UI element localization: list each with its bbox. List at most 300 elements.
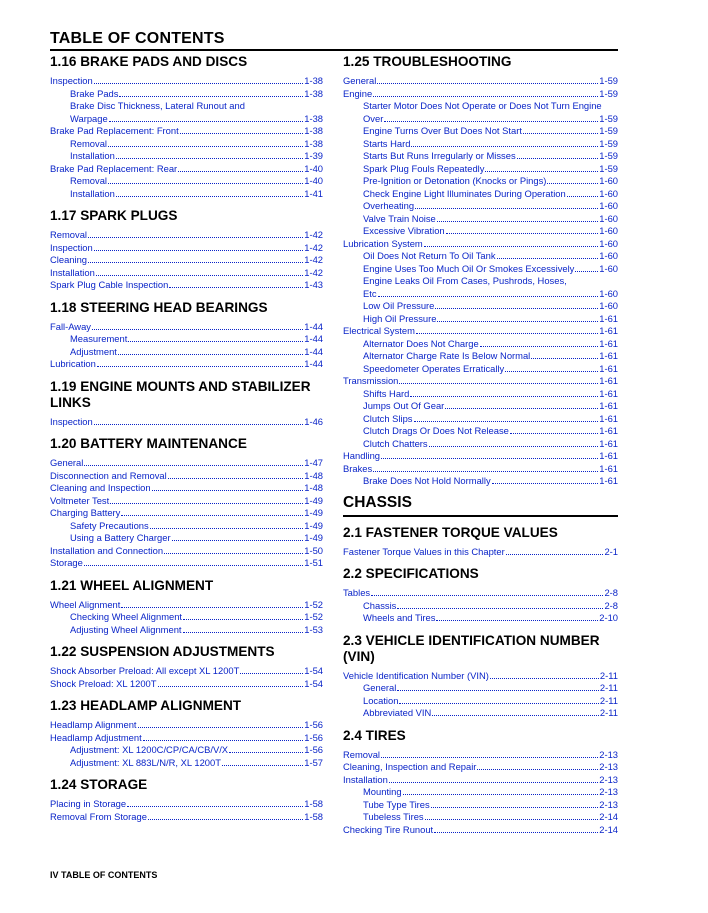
- toc-page-number: 1-56: [304, 744, 323, 755]
- toc-page-number: 1-61: [599, 437, 618, 449]
- dot-leader: [92, 329, 303, 330]
- toc-entry-link[interactable]: [343, 811, 618, 824]
- toc-entry-text: Location: [363, 694, 399, 706]
- toc-entry-link[interactable]: [343, 375, 618, 388]
- toc-entry-link[interactable]: [50, 229, 323, 242]
- dot-leader: [180, 133, 304, 134]
- toc-entry-text: Clutch Slips: [363, 412, 413, 424]
- toc-entry-text: Brake Disc Thickness, Lateral Runout and: [70, 100, 245, 111]
- toc-entry-link[interactable]: [343, 786, 618, 799]
- toc-entry-link[interactable]: [343, 225, 618, 238]
- toc-page-number: 1-47: [304, 457, 323, 468]
- toc-entry-text: Inspection: [50, 75, 93, 86]
- dot-leader: [118, 354, 303, 355]
- toc-section: [343, 54, 618, 488]
- toc-page-number: 1-60: [599, 262, 618, 274]
- toc-entry-text: Excessive Vibration: [363, 225, 445, 236]
- toc-entry-text: Shock Preload: XL 1200T: [50, 677, 157, 689]
- part-rule: [343, 515, 618, 517]
- dot-leader: [446, 233, 599, 234]
- toc-page-number: 1-54: [304, 665, 323, 676]
- section-heading: 1.22 SUSPENSION ADJUSTMENTS: [50, 644, 275, 659]
- dot-leader: [480, 346, 599, 347]
- toc-entry-text: General: [343, 75, 377, 86]
- toc-page-number: 1-50: [304, 544, 323, 556]
- toc-entry-link[interactable]: [50, 279, 323, 292]
- toc-entry-link[interactable]: [343, 438, 618, 451]
- toc-entry-link[interactable]: [343, 695, 618, 708]
- dot-leader: [84, 465, 303, 466]
- dot-leader: [397, 608, 603, 609]
- toc-page-number: 1-61: [599, 450, 618, 461]
- toc-entry-text: Inspection: [50, 415, 93, 427]
- dot-leader: [172, 540, 304, 541]
- dot-leader: [381, 458, 598, 459]
- toc-entry-text: Adjustment: XL 1200C/CP/CA/CB/V/X: [70, 744, 229, 755]
- toc-entry-link[interactable]: [50, 321, 323, 334]
- toc-entry-link[interactable]: [343, 612, 618, 625]
- toc-entry-text: Removal From Storage: [50, 810, 147, 822]
- section-heading: 1.18 STEERING HEAD BEARINGS: [50, 299, 268, 315]
- toc-entry-link[interactable]: [343, 774, 618, 787]
- toc-entry-link[interactable]: [50, 545, 323, 558]
- dot-leader: [517, 158, 599, 159]
- dot-leader: [97, 366, 303, 367]
- toc-entry-link[interactable]: [343, 749, 618, 762]
- dot-leader: [84, 565, 303, 566]
- toc-entry-link[interactable]: [343, 413, 618, 426]
- toc-entry-link[interactable]: [343, 213, 618, 226]
- toc-entry-text: Installation and Connection: [50, 544, 164, 556]
- toc-entry-text: Low Oil Pressure: [363, 300, 435, 311]
- dot-leader: [229, 752, 303, 753]
- toc-page-number: 1-60: [599, 200, 618, 211]
- dot-leader: [567, 196, 599, 197]
- toc-entry-text: Installation: [70, 187, 115, 199]
- toc-entry-list: [50, 457, 323, 570]
- toc-entry-text: Checking Wheel Alignment: [70, 611, 183, 622]
- toc-entry-link[interactable]: [343, 113, 618, 126]
- toc-entry-text: Removal: [70, 137, 107, 149]
- toc-entry-link[interactable]: [50, 811, 323, 824]
- toc-entry-text: Clutch Chatters: [363, 437, 428, 449]
- section-heading: 1.17 SPARK PLUGS: [50, 208, 178, 223]
- toc-entry-list: [343, 75, 618, 488]
- dot-leader: [110, 503, 303, 504]
- toc-entry-text: Adjusting Wheel Alignment: [70, 623, 182, 635]
- toc-entry-link[interactable]: [343, 388, 618, 401]
- page-footer: IV TABLE OF CONTENTS: [50, 870, 158, 880]
- toc-entry-link[interactable]: [50, 757, 323, 770]
- dot-leader: [240, 673, 303, 674]
- toc-entry-text: Engine: [343, 87, 373, 99]
- dot-leader: [411, 146, 598, 147]
- toc-page-number: 2-8: [604, 587, 618, 598]
- dot-leader: [88, 262, 303, 263]
- dot-leader: [378, 296, 599, 297]
- dot-leader: [425, 819, 599, 820]
- toc-entry-text: Checking Tire Runout: [343, 823, 434, 835]
- toc-entry-link[interactable]: [50, 599, 323, 612]
- toc-entry-text: Safety Precautions: [70, 519, 149, 531]
- toc-section: [343, 494, 618, 517]
- toc-page-number: 2-11: [599, 682, 618, 693]
- toc-page-number: 1-49: [304, 532, 323, 543]
- toc-section: [343, 566, 618, 625]
- toc-entry-link[interactable]: [50, 163, 323, 176]
- toc-page-number: 1-42: [304, 241, 323, 253]
- toc-entry-text: Shifts Hard: [363, 387, 410, 399]
- toc-entry-link[interactable]: [50, 798, 323, 811]
- toc-entry-text: Spark Plug Cable Inspection: [50, 279, 169, 290]
- dot-leader: [575, 271, 598, 272]
- toc-section: [343, 633, 618, 720]
- toc-entry-link[interactable]: [343, 200, 618, 213]
- page-title: TABLE OF CONTENTS: [50, 30, 225, 47]
- toc-page-number: 1-61: [599, 462, 618, 474]
- toc-entry-link[interactable]: [343, 163, 618, 176]
- toc-page-number: 1-59: [599, 162, 618, 174]
- toc-entry-text: Brake Pad Replacement: Rear: [50, 162, 178, 174]
- toc-page-number: 1-60: [599, 300, 618, 311]
- toc-entry-text: Brake Pad Replacement: Front: [50, 125, 179, 136]
- toc-entry-link[interactable]: [343, 463, 618, 476]
- toc-entry-link[interactable]: [50, 188, 323, 201]
- toc-entry-link[interactable]: [50, 624, 323, 637]
- toc-entry-text: General: [363, 682, 397, 693]
- toc-entry-text: Warpage: [70, 112, 108, 124]
- toc-page-number: 1-41: [304, 187, 323, 199]
- toc-section: [50, 698, 323, 769]
- section-heading: 1.25 TROUBLESHOOTING: [343, 54, 512, 69]
- toc-page-number: 2-8: [604, 599, 618, 611]
- dot-leader: [183, 619, 303, 620]
- toc-page-number: 1-38: [304, 125, 323, 136]
- toc-entry-link[interactable]: [50, 470, 323, 483]
- toc-section: [50, 777, 323, 823]
- dot-leader: [143, 740, 304, 741]
- toc-entry-text: Brake Does Not Hold Normally: [363, 475, 491, 486]
- toc-entry-link[interactable]: [50, 665, 323, 678]
- toc-entry-text: Electrical System: [343, 325, 415, 336]
- toc-entry-link[interactable]: [50, 150, 323, 163]
- dot-leader: [119, 96, 303, 97]
- toc-entry-link[interactable]: [50, 532, 323, 545]
- dot-leader: [121, 515, 303, 516]
- toc-page-number: 2-11: [599, 694, 618, 706]
- toc-entry-text: Mounting: [363, 786, 402, 797]
- toc-entry-text: Cleaning and Inspection: [50, 482, 151, 493]
- toc-page-number: 1-61: [599, 400, 618, 411]
- toc-page-number: 2-1: [604, 545, 618, 557]
- toc-page-number: 1-60: [599, 175, 618, 186]
- toc-page-number: 1-42: [304, 266, 323, 278]
- dot-leader: [414, 421, 599, 422]
- toc-entry-link[interactable]: [343, 188, 618, 201]
- dot-leader: [373, 96, 598, 97]
- toc-page-number: 1-58: [304, 798, 323, 809]
- toc-entry-text: Removal: [70, 175, 107, 186]
- dot-leader: [547, 183, 598, 184]
- toc-entry-text: Shock Absorber Preload: All except XL 1200T: [50, 665, 240, 676]
- dot-leader: [403, 794, 599, 795]
- toc-entry-link[interactable]: [343, 125, 618, 138]
- dot-leader: [138, 727, 304, 728]
- toc-entry-link[interactable]: [343, 313, 618, 326]
- toc-page-number: 2-13: [599, 773, 618, 785]
- toc-page-number: 1-44: [304, 320, 323, 332]
- toc-entry-link[interactable]: [343, 263, 618, 276]
- toc-entry-link[interactable]: [50, 75, 323, 88]
- toc-entry-link[interactable]: [343, 363, 618, 376]
- toc-entry-list: [50, 599, 323, 637]
- toc-entry-text: Starts Hard: [363, 137, 411, 149]
- section-heading: 2.4 TIRES: [343, 727, 406, 743]
- toc-entry-list: [50, 798, 323, 823]
- toc-entry-link[interactable]: [343, 707, 618, 720]
- toc-entry-link[interactable]: [343, 350, 618, 363]
- toc-entry-text: Charging Battery: [50, 507, 121, 518]
- dot-leader: [397, 690, 599, 691]
- toc-entry-link[interactable]: [50, 242, 323, 255]
- toc-page-number: 1-44: [304, 333, 323, 344]
- toc-entry-text: Tubeless Tires: [363, 811, 424, 822]
- dot-leader: [432, 715, 599, 716]
- toc-entry-link[interactable]: [343, 150, 618, 163]
- toc-page-number: 2-11: [599, 669, 618, 681]
- toc-entry-link[interactable]: [343, 587, 618, 600]
- toc-entry-text: Tables: [343, 587, 371, 598]
- toc-entry-link[interactable]: [343, 546, 618, 559]
- toc-entry-link[interactable]: [50, 346, 323, 359]
- toc-entry-link[interactable]: [50, 125, 323, 138]
- toc-entry-text: Removal: [343, 748, 380, 760]
- dot-leader: [108, 183, 303, 184]
- dot-leader: [399, 703, 598, 704]
- dot-leader: [164, 553, 303, 554]
- dot-leader: [477, 769, 598, 770]
- toc-section: [50, 578, 323, 637]
- toc-entry-text: Transmission: [343, 375, 399, 386]
- toc-entry-link[interactable]: [343, 250, 618, 263]
- toc-page-number: 1-61: [599, 475, 618, 486]
- toc-section: [343, 728, 618, 837]
- toc-entry-link[interactable]: [50, 358, 323, 371]
- toc-entry-link[interactable]: [50, 457, 323, 470]
- toc-page-number: 1-40: [304, 162, 323, 174]
- toc-entry-link[interactable]: [343, 288, 618, 301]
- dot-leader: [381, 757, 598, 758]
- toc-entry-link[interactable]: [50, 520, 323, 533]
- section-heading: 1.24 STORAGE: [50, 777, 148, 792]
- toc-page-number: 1-49: [304, 519, 323, 531]
- toc-entry-link[interactable]: [343, 450, 618, 463]
- dot-leader: [436, 620, 598, 621]
- dot-leader: [127, 806, 303, 807]
- toc-entry-link[interactable]: [50, 482, 323, 495]
- toc-entry-link[interactable]: [343, 425, 618, 438]
- toc-page-number: 1-38: [304, 112, 323, 124]
- dot-leader: [116, 158, 303, 159]
- toc-page-number: 1-61: [599, 375, 618, 386]
- toc-entry-list: [343, 546, 618, 559]
- dot-leader: [531, 358, 598, 359]
- toc-entry-link[interactable]: [343, 799, 618, 812]
- toc-entry-link[interactable]: [50, 611, 323, 624]
- section-heading: 1.20 BATTERY MAINTENANCE: [50, 436, 247, 451]
- toc-entry-text: High Oil Pressure: [363, 312, 437, 324]
- dot-leader: [416, 333, 598, 334]
- toc-entry-text: Cleaning: [50, 254, 88, 265]
- toc-page-number: 2-14: [599, 811, 618, 822]
- toc-page-number: 1-52: [304, 611, 323, 622]
- toc-entry-link[interactable]: [343, 275, 618, 288]
- toc-entry-link[interactable]: [343, 238, 618, 251]
- toc-entry-link[interactable]: [343, 325, 618, 338]
- toc-entry-link[interactable]: [343, 761, 618, 774]
- dot-leader: [389, 782, 598, 783]
- toc-page-number: 1-38: [304, 87, 323, 99]
- dot-leader: [437, 221, 598, 222]
- toc-entry-text: Wheel Alignment: [50, 598, 121, 610]
- toc-entry-link[interactable]: [343, 88, 618, 101]
- toc-page-number: 1-60: [599, 237, 618, 249]
- toc-entry-text: Jumps Out Of Gear: [363, 400, 445, 411]
- toc-entry-text: Cleaning, Inspection and Repair: [343, 761, 477, 772]
- toc-entry-link[interactable]: [50, 495, 323, 508]
- toc-entry-text: Inspection: [50, 241, 93, 253]
- toc-section: [50, 208, 323, 292]
- toc-section: [50, 300, 323, 371]
- toc-entry-text: Clutch Drags Or Does Not Release: [363, 425, 509, 436]
- toc-page-number: 1-61: [599, 412, 618, 424]
- toc-entry-list: [343, 749, 618, 837]
- dot-leader: [485, 171, 598, 172]
- dot-leader: [506, 554, 604, 555]
- toc-entry-link[interactable]: [50, 507, 323, 520]
- dot-leader: [88, 237, 303, 238]
- dot-leader: [384, 121, 598, 122]
- toc-entry-link[interactable]: [343, 824, 618, 837]
- toc-page-number: 1-43: [304, 279, 323, 290]
- toc-entry-link[interactable]: [50, 100, 323, 113]
- dot-leader: [415, 208, 598, 209]
- toc-entry-link[interactable]: [50, 416, 323, 429]
- toc-page-number: 2-11: [599, 707, 618, 718]
- section-heading: 2.2 SPECIFICATIONS: [343, 566, 479, 581]
- dot-leader: [183, 632, 304, 633]
- dot-leader: [510, 433, 598, 434]
- toc-section: [50, 54, 323, 200]
- dot-leader: [410, 396, 598, 397]
- toc-entry-link[interactable]: [343, 100, 618, 113]
- toc-entry-text: Abbreviated VIN: [363, 707, 432, 718]
- dot-leader: [108, 146, 303, 147]
- toc-entry-text: Valve Train Noise: [363, 212, 436, 224]
- toc-entry-link[interactable]: [343, 338, 618, 351]
- dot-leader: [94, 83, 303, 84]
- toc-column-left: [50, 54, 323, 823]
- toc-entry-link[interactable]: [50, 744, 323, 757]
- toc-page-number: 1-61: [599, 325, 618, 336]
- dot-leader: [445, 408, 598, 409]
- toc-entry-link[interactable]: [343, 75, 618, 88]
- toc-entry-text: Oil Does Not Return To Oil Tank: [363, 250, 496, 261]
- toc-page-number: 1-60: [599, 225, 618, 236]
- toc-page-number: 1-61: [599, 312, 618, 324]
- toc-entry-link[interactable]: [343, 475, 618, 488]
- toc-entry-text: Alternator Charge Rate Is Below Normal: [363, 350, 531, 361]
- toc-page-number: 1-59: [599, 137, 618, 149]
- toc-entry-text: Engine Leaks Oil From Cases, Pushrods, Hoses,: [363, 275, 567, 286]
- section-heading: 1.19 ENGINE MOUNTS AND STABILIZER LINKS: [50, 378, 311, 410]
- toc-entry-link[interactable]: [343, 175, 618, 188]
- toc-entry-text: Storage: [50, 557, 83, 568]
- dot-leader: [435, 308, 598, 309]
- toc-entry-text: Using a Battery Charger: [70, 532, 171, 543]
- toc-page-number: 1-59: [599, 125, 618, 136]
- dot-leader: [178, 171, 303, 172]
- dot-leader: [148, 819, 303, 820]
- toc-page-number: 1-44: [304, 345, 323, 357]
- dot-leader: [437, 321, 598, 322]
- dot-leader: [116, 196, 303, 197]
- toc-page-number: 1-46: [304, 415, 323, 427]
- toc-entry-link[interactable]: [343, 682, 618, 695]
- toc-page-number: 2-14: [599, 823, 618, 835]
- toc-entry-text: Overheating: [363, 200, 415, 211]
- toc-entry-link[interactable]: [50, 719, 323, 732]
- toc-page-number: 1-48: [304, 482, 323, 493]
- toc-page-number: 1-48: [304, 469, 323, 481]
- toc-entry-text: Engine Turns Over But Does Not Start: [363, 125, 522, 136]
- toc-entry-link[interactable]: [343, 670, 618, 683]
- toc-entry-text: Starter Motor Does Not Operate or Does Not Turn Engine: [363, 100, 602, 111]
- toc-page-number: 1-49: [304, 494, 323, 506]
- toc-page-number: 1-44: [304, 358, 323, 369]
- toc-entry-text: Alternator Does Not Charge: [363, 337, 479, 349]
- toc-entry-link[interactable]: [50, 732, 323, 745]
- section-heading: 1.23 HEADLAMP ALIGNMENT: [50, 698, 242, 713]
- toc-entry-link[interactable]: [50, 254, 323, 267]
- toc-entry-list: [343, 587, 618, 625]
- dot-leader: [490, 678, 599, 679]
- toc-entry-link[interactable]: [50, 138, 323, 151]
- dot-leader: [158, 686, 304, 687]
- part-heading: CHASSIS: [343, 493, 412, 511]
- dot-leader: [399, 383, 598, 384]
- toc-entry-link[interactable]: [50, 267, 323, 280]
- toc-entry-text: Fall-Away: [50, 320, 91, 332]
- toc-page-number: 1-61: [599, 387, 618, 399]
- toc-entry-text: Etc: [363, 287, 377, 299]
- toc-entry-link[interactable]: [50, 175, 323, 188]
- toc-entry-link[interactable]: [343, 300, 618, 313]
- toc-entry-link[interactable]: [343, 400, 618, 413]
- toc-page-number: 1-61: [599, 425, 618, 436]
- toc-entry-list: [50, 229, 323, 292]
- toc-entry-link[interactable]: [50, 557, 323, 570]
- toc-entry-link[interactable]: [343, 138, 618, 151]
- toc-entry-text: Vehicle Identification Number (VIN): [343, 669, 489, 681]
- dot-leader: [96, 275, 303, 276]
- toc-column-right: [343, 54, 618, 836]
- toc-entry-link[interactable]: [50, 333, 323, 346]
- toc-entry-link[interactable]: [343, 600, 618, 613]
- toc-entry-link[interactable]: [50, 88, 323, 101]
- toc-entry-link[interactable]: [50, 113, 323, 126]
- toc-entry-link[interactable]: [50, 678, 323, 691]
